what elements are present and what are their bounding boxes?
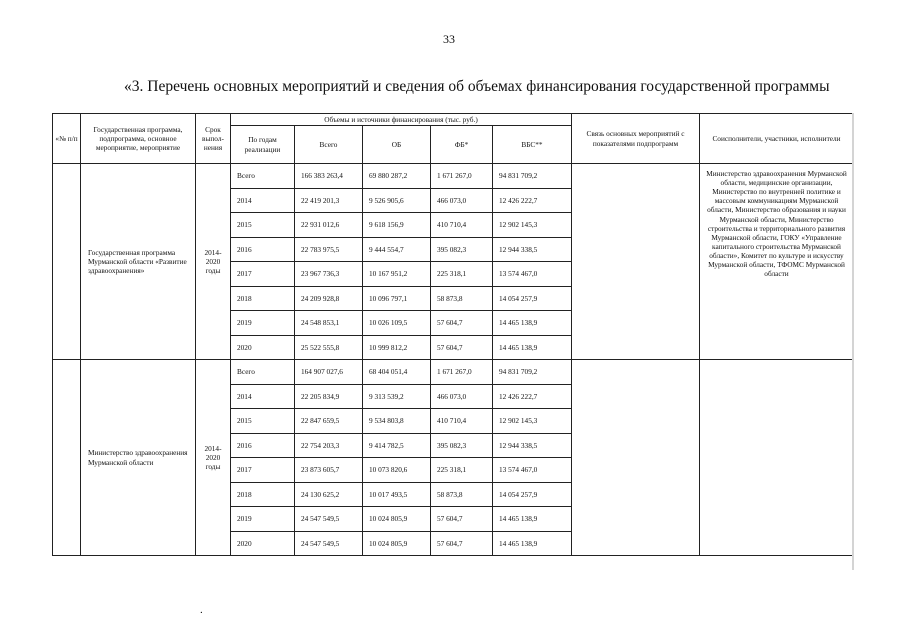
total-cell: 164 907 027,6	[295, 360, 363, 385]
row-number-cell	[53, 164, 81, 360]
fb-cell: 58 873,8	[431, 286, 493, 311]
year-cell: 2014	[231, 188, 295, 213]
fb-cell: 57 604,7	[431, 531, 493, 556]
total-cell: 24 209 928,8	[295, 286, 363, 311]
ob-cell: 9 313 539,2	[363, 384, 431, 409]
fb-cell: 57 604,7	[431, 311, 493, 336]
year-cell: 2015	[231, 409, 295, 434]
page-number: 33	[443, 32, 455, 46]
header-total: Всего	[295, 126, 363, 164]
total-cell: 22 205 834,9	[295, 384, 363, 409]
table-row	[53, 164, 854, 189]
fb-cell: 410 710,4	[431, 409, 493, 434]
ob-cell: 10 167 951,2	[363, 262, 431, 287]
vbs-cell: 14 465 138,9	[493, 311, 572, 336]
funding-table	[52, 113, 854, 556]
total-cell: 166 383 263,4	[295, 164, 363, 189]
year-cell: Всего	[231, 164, 295, 189]
header-years: По годам реализации	[231, 126, 295, 164]
ob-cell: 10 999 812,2	[363, 335, 431, 360]
total-cell: 23 967 736,3	[295, 262, 363, 287]
ob-cell: 9 414 782,5	[363, 433, 431, 458]
vbs-cell: 12 944 338,5	[493, 237, 572, 262]
year-cell: Всего	[231, 360, 295, 385]
fb-cell: 1 671 267,0	[431, 360, 493, 385]
vbs-cell: 12 426 222,7	[493, 188, 572, 213]
header-funding: Объемы и источники финансирования (тыс. руб.)	[231, 114, 572, 126]
year-cell: 2017	[231, 262, 295, 287]
document-title: «3. Перечень основных мероприятий и сведения об объемах финансирования государственной программы	[124, 78, 830, 95]
ob-cell: 10 017 493,5	[363, 482, 431, 507]
vbs-cell: 12 426 222,7	[493, 384, 572, 409]
header-link: Связь основных мероприятий с показателями подпрограмм	[572, 114, 700, 164]
header-program: Государственная программа, подпрограмма, основное мероприятие, мероприятие	[81, 114, 196, 164]
vbs-cell: 14 465 138,9	[493, 507, 572, 532]
fb-cell: 58 873,8	[431, 482, 493, 507]
table-row	[53, 360, 854, 385]
vbs-cell: 14 465 138,9	[493, 335, 572, 360]
term-cell: 2014-2020 годы	[196, 360, 231, 556]
footer-mark: .	[200, 604, 203, 616]
fb-cell: 57 604,7	[431, 335, 493, 360]
vbs-cell: 14 054 257,9	[493, 482, 572, 507]
year-cell: 2016	[231, 237, 295, 262]
fb-cell: 1 671 267,0	[431, 164, 493, 189]
total-cell: 25 522 555,8	[295, 335, 363, 360]
year-cell: 2019	[231, 311, 295, 336]
year-cell: 2015	[231, 213, 295, 238]
ob-cell: 9 618 156,9	[363, 213, 431, 238]
year-cell: 2014	[231, 384, 295, 409]
total-cell: 24 130 625,2	[295, 482, 363, 507]
total-cell: 24 547 549,5	[295, 531, 363, 556]
total-cell: 22 419 201,3	[295, 188, 363, 213]
fb-cell: 466 073,0	[431, 188, 493, 213]
term-cell: 2014-2020 годы	[196, 164, 231, 360]
fb-cell: 225 318,1	[431, 458, 493, 483]
ob-cell: 9 444 554,7	[363, 237, 431, 262]
ob-cell: 9 526 905,6	[363, 188, 431, 213]
program-name-cell: Государственная программа Мурманской области «Развитие здравоохранения»	[81, 164, 196, 360]
vbs-cell: 12 902 145,3	[493, 409, 572, 434]
year-cell: 2020	[231, 531, 295, 556]
year-cell: 2016	[231, 433, 295, 458]
vbs-cell: 14 054 257,9	[493, 286, 572, 311]
fb-cell: 410 710,4	[431, 213, 493, 238]
scan-edge-shadow	[852, 113, 854, 570]
vbs-cell: 94 831 709,2	[493, 360, 572, 385]
ob-cell: 9 534 803,8	[363, 409, 431, 434]
fb-cell: 225 318,1	[431, 262, 493, 287]
ob-cell: 10 073 820,6	[363, 458, 431, 483]
vbs-cell: 12 944 338,5	[493, 433, 572, 458]
header-num: «№ п/п	[53, 114, 81, 164]
executors-cell: Министерство здравоохранения Мурманской области, медицинские организации, Министерство по внутренней политике и массовым коммуникациям Мурманской области, Министерство образования и науки Мурманской области, Министерство строительства и территориального развития Мурманской области, ГОКУ «Управление капитального строительства Мурманской области», Комитет по культуре и искусству Мурманской области, ТФОМС Мурманской области	[700, 164, 854, 360]
ob-cell: 68 404 051,4	[363, 360, 431, 385]
vbs-cell: 14 465 138,9	[493, 531, 572, 556]
fb-cell: 395 082,3	[431, 237, 493, 262]
ob-cell: 69 880 287,2	[363, 164, 431, 189]
program-name-cell: Министерство здравоохранения Мурманской области	[81, 360, 196, 556]
year-cell: 2020	[231, 335, 295, 360]
fb-cell: 466 073,0	[431, 384, 493, 409]
vbs-cell: 13 574 467,0	[493, 262, 572, 287]
total-cell: 23 873 605,7	[295, 458, 363, 483]
fb-cell: 57 604,7	[431, 507, 493, 532]
ob-cell: 10 096 797,1	[363, 286, 431, 311]
total-cell: 22 931 012,6	[295, 213, 363, 238]
vbs-cell: 12 902 145,3	[493, 213, 572, 238]
indicator-link-cell	[572, 164, 700, 360]
total-cell: 24 547 549,5	[295, 507, 363, 532]
vbs-cell: 94 831 709,2	[493, 164, 572, 189]
total-cell: 22 783 975,5	[295, 237, 363, 262]
row-number-cell	[53, 360, 81, 556]
total-cell: 22 754 203,3	[295, 433, 363, 458]
year-cell: 2018	[231, 286, 295, 311]
ob-cell: 10 026 109,5	[363, 311, 431, 336]
header-ob: ОБ	[363, 126, 431, 164]
indicator-link-cell	[572, 360, 700, 556]
header-term: Срок выпол-нения	[196, 114, 231, 164]
year-cell: 2017	[231, 458, 295, 483]
header-fb: ФБ*	[431, 126, 493, 164]
fb-cell: 395 082,3	[431, 433, 493, 458]
year-cell: 2019	[231, 507, 295, 532]
executors-cell	[700, 360, 854, 556]
ob-cell: 10 024 805,9	[363, 507, 431, 532]
total-cell: 24 548 853,1	[295, 311, 363, 336]
vbs-cell: 13 574 467,0	[493, 458, 572, 483]
ob-cell: 10 024 805,9	[363, 531, 431, 556]
table-body	[53, 114, 854, 556]
year-cell: 2018	[231, 482, 295, 507]
header-executors: Соисполнители, участники, исполнители	[700, 114, 854, 164]
header-vbs: ВБС**	[493, 126, 572, 164]
total-cell: 22 847 659,5	[295, 409, 363, 434]
